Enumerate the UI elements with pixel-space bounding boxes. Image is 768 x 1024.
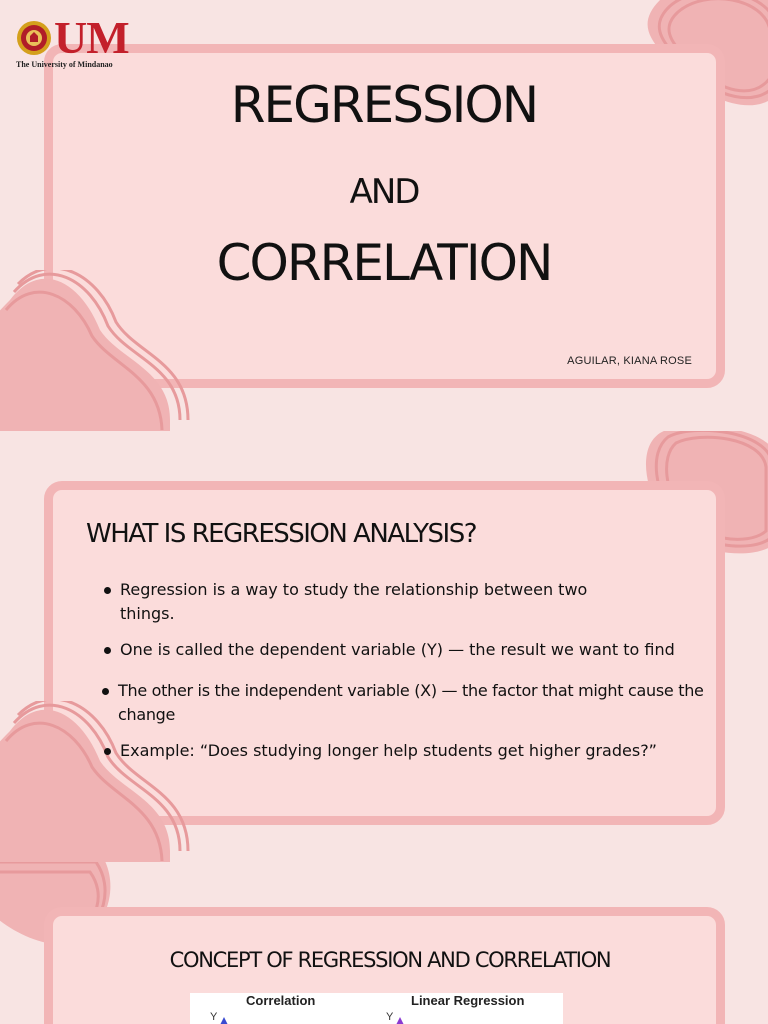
list-item: Example: “Does studying longer help students get higher grades?” [104,739,716,763]
arrow-up-icon [220,1017,228,1024]
axis-label-right: Y [386,1011,394,1023]
title-and: AND [349,172,419,212]
figure-label-right: Linear Regression [411,993,525,1008]
title-slide [0,0,768,431]
section-heading: CONCEPT OF REGRESSION AND CORRELATION [169,948,611,972]
figure-label-left: Correlation [246,993,316,1008]
list-item: One is called the dependent variable (Y) — the result we want to find [104,638,716,662]
title-line-2: CORRELATION [216,234,552,292]
axis-label-left: Y [210,1011,218,1023]
list-item: Regression is a way to study the relationship between two things. [104,578,594,626]
title-line-1: REGRESSION [230,76,538,134]
section-heading: WHAT IS REGRESSION ANALYSIS? [86,519,477,549]
bottom-left-blob-decoration [0,270,190,431]
arrow-up-icon [396,1017,404,1024]
university-seal-icon [16,20,52,56]
logo-brand-text: UM [54,12,129,63]
logo-subtitle: The University of Mindanao [16,60,113,69]
author-name: AGUILAR, KIANA ROSE [567,355,692,367]
list-item: The other is the independent variable (X) — the factor that might cause the change [102,679,714,727]
concept-slide [0,862,768,1024]
concept-figure [190,993,563,1024]
regression-analysis-slide [0,431,768,862]
university-logo [14,12,154,76]
